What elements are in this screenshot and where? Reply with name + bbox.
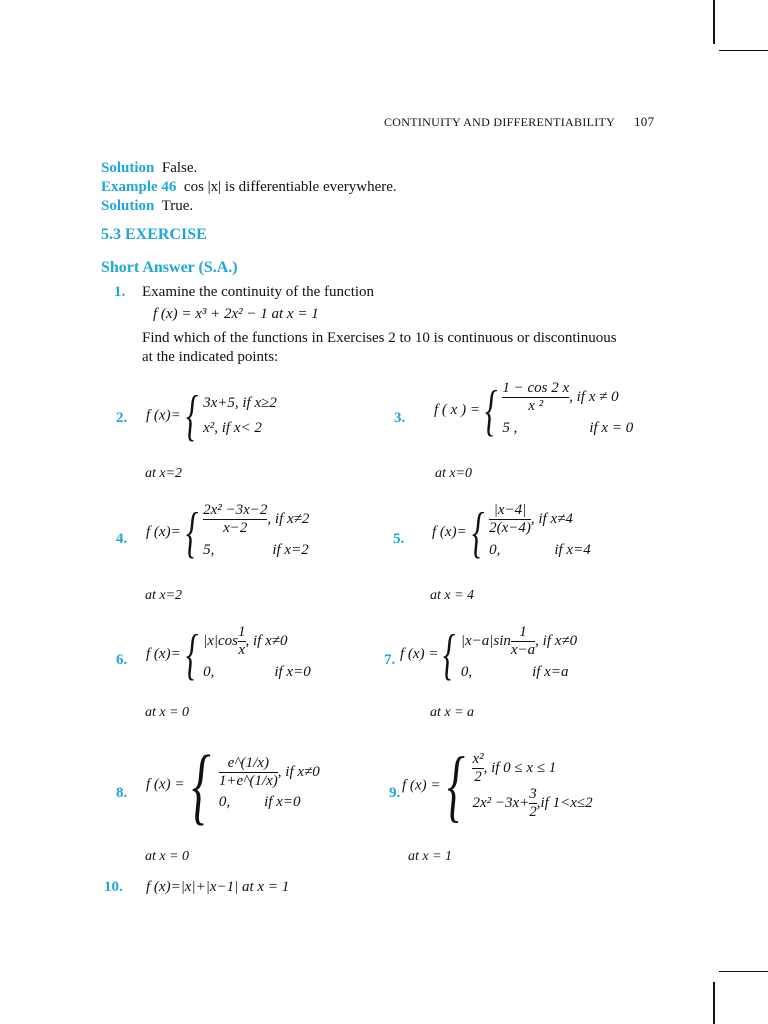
formula-3: f ( x ) ={ $\frac{1 - \cos 2 x}{\text{x ²}}$ , if x ≠ 0 5 , if x = 0 [434, 379, 634, 442]
solution-false [101, 160, 197, 177]
exercise-number: 3. [394, 410, 406, 426]
example-label: Example 46 [101, 179, 177, 195]
instruction-line: at the indicated points: [142, 349, 279, 365]
exercise-number: 5. [393, 531, 405, 547]
solution-label: Solution [101, 198, 155, 214]
crop-mark-top-vertical [713, 0, 715, 44]
solution-label: Solution [101, 160, 155, 176]
formula-8: f (x) ={ $\frac{e\^{}(1/x)}{1+e\^{}(1/x)}$ , if x≠0 0, if x=0 [146, 737, 320, 833]
formula-9: f (x) ={ $\frac{\text{x²}}{2}$ , if 0 ≤ x ≤ 1 2x² −3x+ $\frac{3}{2}$ ,if 1<x≤2 [402, 742, 593, 830]
formula-4: f (x)={ $\frac{\text{2x² −3x−2}}{x-2}$ , if x≠2 5, if x=2 [146, 501, 310, 564]
header-title: CONTINUITY AND DIFFERENTIABILITY [384, 115, 615, 129]
exercise-text: Examine the continuity of the function [142, 284, 375, 300]
exercise-number: 9. [389, 785, 401, 801]
condition-at: at x = 0 [145, 849, 190, 864]
exercise-number: 6. [116, 652, 128, 668]
crop-mark-bottom-vertical [713, 982, 715, 1024]
solution-true [101, 198, 193, 215]
condition-at: at x = 4 [430, 588, 475, 603]
condition-at: at x = 1 [408, 849, 453, 864]
section-title: 5.3 EXERCISE [101, 226, 207, 243]
condition-at: at x=0 [435, 466, 473, 481]
condition-at: at x = 0 [145, 705, 190, 720]
instruction-line: Find which of the functions in Exercises 2 to 10 is continuous or discontinuous [142, 330, 617, 346]
crop-mark-top-horizontal [719, 50, 768, 51]
running-header [384, 114, 654, 130]
exercise-number: 10. [104, 879, 123, 895]
crop-mark-bottom-horizontal [719, 971, 768, 972]
condition-at: at x=2 [145, 466, 183, 481]
solution-text: True. [161, 198, 194, 214]
example-text: cos |x| is differentiable everywhere. [183, 179, 397, 195]
exercise-number: 2. [116, 410, 128, 426]
condition-at: at x=2 [145, 588, 183, 603]
exercise-formula: f (x) = x³ + 2x² − 1 at x = 1 [153, 306, 319, 322]
formula-7: f (x) ={ |x−a|sin $\frac{1}{x-a}$ , if x≠0 0, if x=a [400, 623, 578, 686]
exercise-number: 7. [384, 652, 396, 668]
exercise-number: 8. [116, 785, 128, 801]
formula-2: f (x)={ 3x+5, if x≥2 x², if x< 2 [146, 385, 277, 447]
formula-6: f (x)={ |x|cos $\frac{1}{x}$ , if x≠0 0, if x=0 [146, 623, 311, 686]
formula-10: f (x)=|x|+|x−1| at x = 1 [146, 879, 290, 895]
section-subtitle: Short Answer (S.A.) [101, 259, 238, 276]
exercise-number: 1. [114, 284, 126, 300]
formula-5: f (x)={ $\frac{|x-4|}{2(x-4)}$ , if x≠4 0, if x=4 [432, 501, 591, 564]
example-46 [101, 179, 397, 196]
condition-at: at x = a [430, 705, 475, 720]
solution-text: False. [161, 160, 198, 176]
page-number: 107 [634, 114, 655, 129]
exercise-number: 4. [116, 531, 128, 547]
